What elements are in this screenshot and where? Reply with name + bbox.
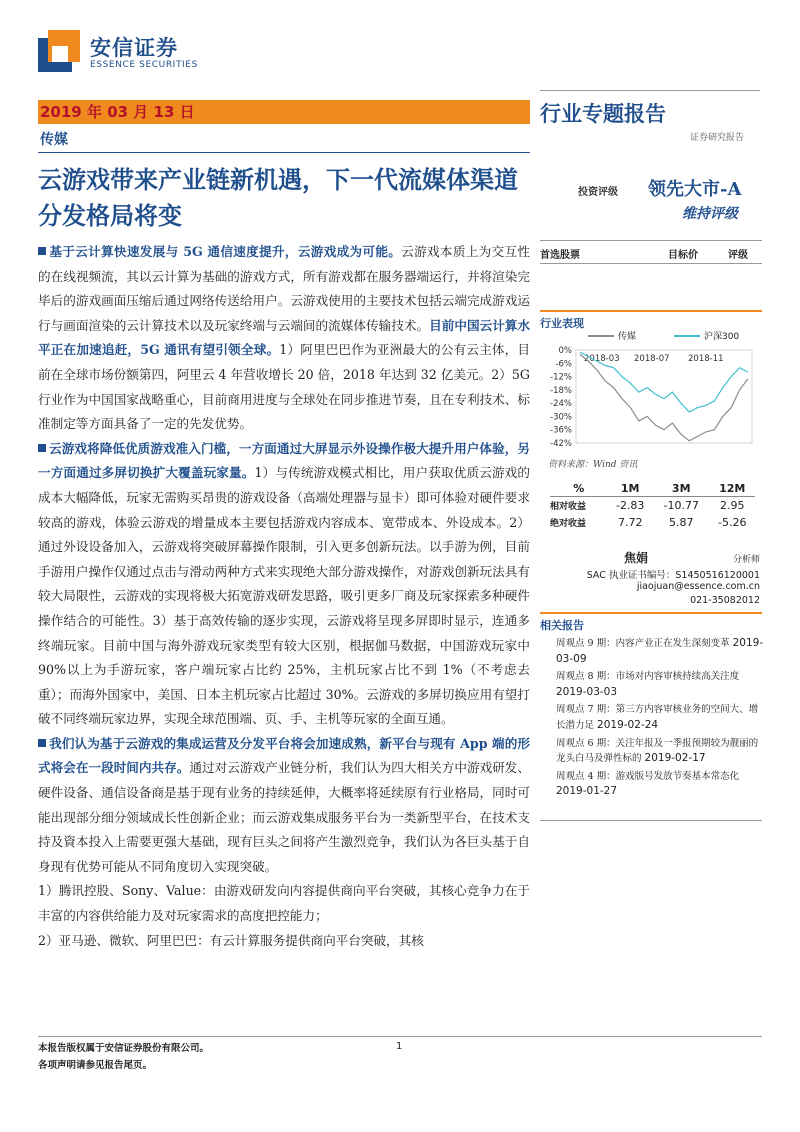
paragraph-3-heading: 我们认为基于云游戏的集成运营及分发平台将会加速成熟，新平台与现有 App 端的形式将会在一段时间内共存。	[38, 735, 530, 776]
performance-table-header	[550, 481, 755, 497]
performance-header-cell: %	[550, 481, 607, 497]
paragraph-2-text: 1）与传统游戏模式相比，用户获取优质云游戏的成本大幅降低，玩家无需购买昂贵的游戏设备（高端处理器与显卡）即可体验对硬件要求较高的游戏，体验云游戏的增量成本主要包括游戏内容成本、宽带成本、外设成本。2）通过外设设备加入，云游戏将突破屏幕操作限制，引入更多创新玩法。以手游为例，目前手游用户操作仅通过点击与滑动两种方式来实现绝大部分游戏操作，对游戏创新玩法具有较大局限性，云游戏的实现将极大拓宽游戏研发思路，吸引更多厂商及玩家探索多种硬件操作结合的可能性。3）基于高效传输的逐步实现，云游戏将呈现多屏即时显示，连通多终端玩家。目前中国与海外游戏玩家类型有较大区别，根据伽马数据，中国游戏玩家中 90%以上为手游玩家，客户端玩家占比约 25%，主机玩家占比不到 1%（不考虑去重）；而海外国家中，美国、日本主机玩家占比超过 30%。云游戏的多屏切换应用有望打破不同终端玩家边界，实现全球范围端、页、手、主机等玩家的全面互通。	[38, 465, 531, 727]
pick-stock-label: 首选股票	[540, 250, 580, 261]
square-bullet-icon	[38, 247, 46, 255]
paragraph-1-text-b: 1）阿里巴巴作为亚洲最大的公有云主体，目前在全球市场份额第四，阿里云 4 年营收增长 20 倍，2018 年达到 32 亿美元。2）5G 行业作为中国国家战略重心，目前商用进度与全球处在同步推进节奏，且在专利技术、标准制定等方面具备了一定的先发优势。	[38, 342, 531, 432]
report-date: 2019 年 03 月 13 日	[40, 103, 195, 121]
table-cell: 2.95	[720, 499, 745, 512]
table-row	[550, 497, 755, 515]
related-divider	[540, 820, 762, 821]
table-cell: 7.72	[617, 516, 643, 529]
related-report-item[interactable]	[556, 702, 766, 733]
report-body	[38, 240, 530, 953]
pick-target-label: 目标价	[668, 250, 698, 261]
paragraph-2	[38, 437, 530, 732]
report-subtitle: 证券研究报告	[690, 133, 745, 143]
x-tick-label: 2018-07	[634, 354, 670, 364]
paragraph-2-heading: 云游戏将降低优质游戏准入门槛，一方面通过大屏显示外设操作极大提升用户体验，另一方面通过多屏切换扩大覆盖玩家量。	[38, 440, 530, 481]
paragraph-3-text: 通过对云游戏产业链分析，我们认为四大相关方中游戏研发、硬件设备、通信设备商是基于现有业务的持续延伸，大概率将延续原有行业格局，同时可能出现部分细分领域成长性创新企业；而云游戏集成服务平台为一类新型平台，在技术支持及資本投入上需要更强大基础，现有巨头之间将产生激烈竞争，我们认为各巨头基于自身现有优势可能从不同角度切入实现突破。	[38, 760, 531, 874]
related-report-text: 周观点 9 期：内容产业正在发生深刻变革	[556, 638, 730, 649]
report-type: 行业专题报告	[540, 102, 666, 126]
table-cell: 5.87	[668, 516, 694, 529]
analyst-role: 分析师	[732, 555, 760, 565]
square-bullet-icon	[38, 444, 46, 452]
footer-copyright: 本报告版权属于安信证券股份有限公司。	[38, 1043, 210, 1054]
related-reports-title: 相关报告	[540, 612, 762, 633]
y-tick-label: -6%	[555, 359, 572, 370]
performance-header-cell: 1M	[607, 481, 652, 497]
related-report-text: 周观点 4 期：游戏版号发放节奏基本常态化	[556, 770, 740, 782]
paragraph-1-highlight: 目前中国云计算水平正在加速追赶，5G 通讯有望引领全球。	[38, 317, 531, 358]
industry-performance-title: 行业表现	[540, 310, 762, 331]
industry-performance-chart	[540, 328, 762, 453]
legend-label: 传媒	[618, 332, 637, 342]
footer-notice: 各项声明请参见报告尾页。	[38, 1060, 153, 1071]
analyst-email[interactable]: jiaojuan@essence.com.cn	[636, 581, 760, 592]
industry-name: 传媒	[40, 132, 68, 148]
paragraph-1	[38, 240, 530, 437]
table-cell: -2.83	[615, 499, 645, 512]
related-report-item[interactable]	[556, 736, 766, 767]
table-cell: -5.26	[718, 516, 747, 529]
x-tick-label: 2018-03	[584, 354, 620, 364]
paragraph-1-text-a: 云游戏本质上为交互性的在线视频流，其以云计算为基础的游戏方式，所有游戏都在服务器端运行，并将渲染完毕后的游戏画面压缩后通过网络传送给用户。云游戏使用的主要技术包括云端完成游戏运行与画面渲染的云计算技术以及玩家终端与云端间的流媒体传输技术。	[38, 244, 530, 333]
related-report-date: 2019-03-03	[556, 685, 618, 698]
y-tick-label: -12%	[550, 372, 572, 383]
legend-label: 沪深300	[704, 332, 740, 342]
company-logo	[38, 30, 228, 76]
page-number: 1	[396, 1041, 403, 1052]
related-report-date: 2019-03-09	[556, 637, 764, 665]
footer-disclaimer	[38, 1040, 209, 1074]
paragraph-3-item-2: 2）亚马逊、微软、阿里巴巴：有云计算服务提供商向平台突破，其核	[38, 932, 424, 948]
y-tick-label: -36%	[550, 425, 572, 436]
related-report-date: 2019-02-17	[644, 752, 706, 765]
row-label: 相对收益	[550, 502, 587, 512]
rating-label: 投资评级	[578, 187, 618, 198]
related-report-text: 周观点 6 期：关注年报及一季报预期较为靓丽的龙头白马及弹性标的	[556, 737, 759, 765]
related-report-item[interactable]	[556, 636, 766, 667]
rating-action: 维持评级	[682, 206, 738, 222]
analyst-sac: SAC 执业证书编号：S1450516120001	[586, 570, 760, 581]
related-report-item[interactable]	[556, 669, 766, 700]
related-report-date: 2019-01-27	[556, 785, 618, 798]
related-report-text: 周观点 8 期：市场对内容审核持续高关注度	[556, 671, 740, 683]
related-reports-list	[556, 636, 766, 802]
square-bullet-icon	[38, 739, 46, 747]
logo-text-en: ESSENCE SECURITIES	[90, 60, 198, 70]
rating-value: 领先大市-A	[648, 179, 742, 200]
paragraph-3	[38, 732, 530, 880]
y-tick-label: -18%	[550, 385, 572, 396]
table-cell: -10.77	[663, 499, 699, 512]
industry-divider	[38, 152, 530, 153]
report-title: 云游戏带来产业链新机遇，下一代流媒体渠道分发格局将变	[38, 166, 518, 230]
performance-table	[550, 481, 755, 531]
paragraph-1-heading: 基于云计算快速发展与 5G 通信速度提升，云游戏成为可能。	[49, 244, 402, 259]
pick-stock-header	[540, 240, 762, 264]
related-report-text: 周观点 7 期：第三方内容审核业务的空间大、增长潜力足	[556, 704, 759, 731]
analyst-name: 焦娟	[624, 551, 649, 565]
footer-divider	[38, 1036, 762, 1037]
y-tick-label: -24%	[550, 399, 572, 410]
y-tick-label: -30%	[550, 412, 572, 423]
y-tick-label: -42%	[550, 439, 572, 449]
performance-header-cell: 12M	[710, 481, 755, 497]
logo-text-cn: 安信证券	[90, 36, 178, 60]
pick-rating-label: 评级	[728, 250, 748, 261]
y-tick-label: 0%	[558, 346, 572, 356]
series-line-传媒	[580, 354, 748, 440]
chart-source: 资料来源：Wind 资讯	[548, 460, 638, 470]
row-label: 绝对收益	[550, 519, 587, 529]
related-report-date: 2019-02-24	[597, 718, 659, 731]
analyst-phone: 021-35082012	[690, 595, 760, 606]
performance-header-cell: 3M	[653, 481, 710, 497]
x-tick-label: 2018-11	[688, 354, 724, 364]
related-report-item[interactable]	[556, 769, 766, 800]
logo-mark-icon	[38, 30, 80, 72]
paragraph-3-item-1: 1）腾讯控股、Sony、Value：由游戏研发向内容提供商向平台突破，其核心竞争力在于丰富的内容供给能力及对玩家需求的高度把控能力；	[38, 883, 530, 924]
header-divider	[540, 90, 760, 91]
table-row	[550, 514, 755, 531]
